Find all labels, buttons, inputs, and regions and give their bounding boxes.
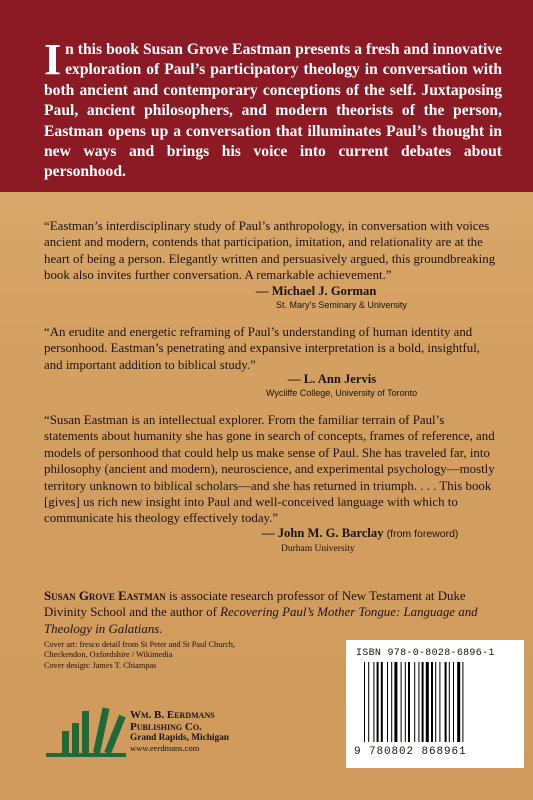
drop-cap: I bbox=[44, 35, 62, 84]
endorsement-author: — Michael J. Gorman bbox=[256, 284, 377, 298]
author-bio-text: is associate research professor of New Testament at Duke Divinity School and the author of bbox=[44, 589, 466, 620]
endorsement-author: — L. Ann Jervis bbox=[288, 372, 377, 386]
author-name: Susan Grove Eastman bbox=[44, 589, 166, 603]
credit-line: Cover design: James T. Chiampas bbox=[44, 660, 157, 670]
endorsement-affiliation: Durham University bbox=[281, 544, 355, 554]
publisher-website: www.eerdmans.com bbox=[130, 743, 200, 754]
endorsement-quote: “Eastman’s interdisciplinary study of Paul’s anthropology, in conversation with voices ancient and modern, contends that participation, imitation, and relationality are at the heart of being a person. Elegantly written and persuasively argued, this groundbreaking book also invites further conversation. A remarkable achievement.” bbox=[44, 219, 496, 283]
isbn-label: ISBN 978-0-8028-6896-1 bbox=[356, 648, 495, 659]
endorsement-quote: “An erudite and energetic reframing of Paul’s understanding of human identity and personhood. Eastman’s penetrating and expansive interpretation is a bold, insightful, and important addition to biblical study.” bbox=[44, 325, 481, 372]
publisher-name: Wm. B. Eerdmans bbox=[130, 709, 215, 721]
endorsement-author: — John M. G. Barclay bbox=[262, 526, 384, 540]
cover-credits bbox=[44, 640, 334, 671]
barcode-number: 9 780802 868961 bbox=[354, 746, 467, 758]
blurb-banner bbox=[0, 0, 533, 192]
endorsement-author-line bbox=[262, 526, 458, 541]
credit-line: Checkendon, Oxfordshire / Wikimedia bbox=[44, 650, 173, 660]
publisher-block bbox=[130, 709, 240, 754]
endorsement-affiliation: Wycliffe College, University of Toronto bbox=[266, 388, 418, 398]
barcode-icon bbox=[346, 662, 524, 746]
endorsement-affiliation: St. Mary’s Seminary & University bbox=[276, 300, 407, 310]
blurb-text bbox=[44, 35, 502, 183]
author-bio bbox=[44, 588, 500, 637]
eerdmans-books-logo-icon bbox=[44, 703, 128, 759]
endorsement-note: (from foreword) bbox=[386, 528, 459, 540]
barcode-panel bbox=[346, 640, 524, 768]
credit-line: Cover art: fresco detail from St Peter and St Paul Church, bbox=[44, 640, 236, 649]
endorsement-quote: “Susan Eastman is an intellectual explorer. From the familiar terrain of Paul’s statements about humanity she has gone in search of concepts, frames of reference, and models of personhood that could help us make sense of Paul. She has traveled far, into philosophy (ancient and modern), neuroscience, and experimental psychology—mostly territory unknown to biblical scholars—and she has returned in triumph. . . . This book [gives] us rich new insight into Paul and well-conceived language with which to communicate his theology effectively today.” bbox=[44, 413, 495, 526]
author-book-title: Recovering Paul’s Mother Tongue: Language and Theology in Galatians. bbox=[44, 605, 478, 636]
blurb-body: n this book Susan Grove Eastman presents a fresh and innovative exploration of Paul’s participatory theology in conversation with both ancient and contemporary conceptions of the self. Juxtaposing Paul, ancient philosophers, and modern theorists of the person, Eastman opens up a conversation that illuminates Paul’s thought in new ways and brings his voice into current debates about personhood. bbox=[44, 41, 502, 181]
publisher-city: Grand Rapids, Michigan bbox=[130, 733, 229, 743]
publisher-company: Publishing Co. bbox=[130, 721, 202, 733]
